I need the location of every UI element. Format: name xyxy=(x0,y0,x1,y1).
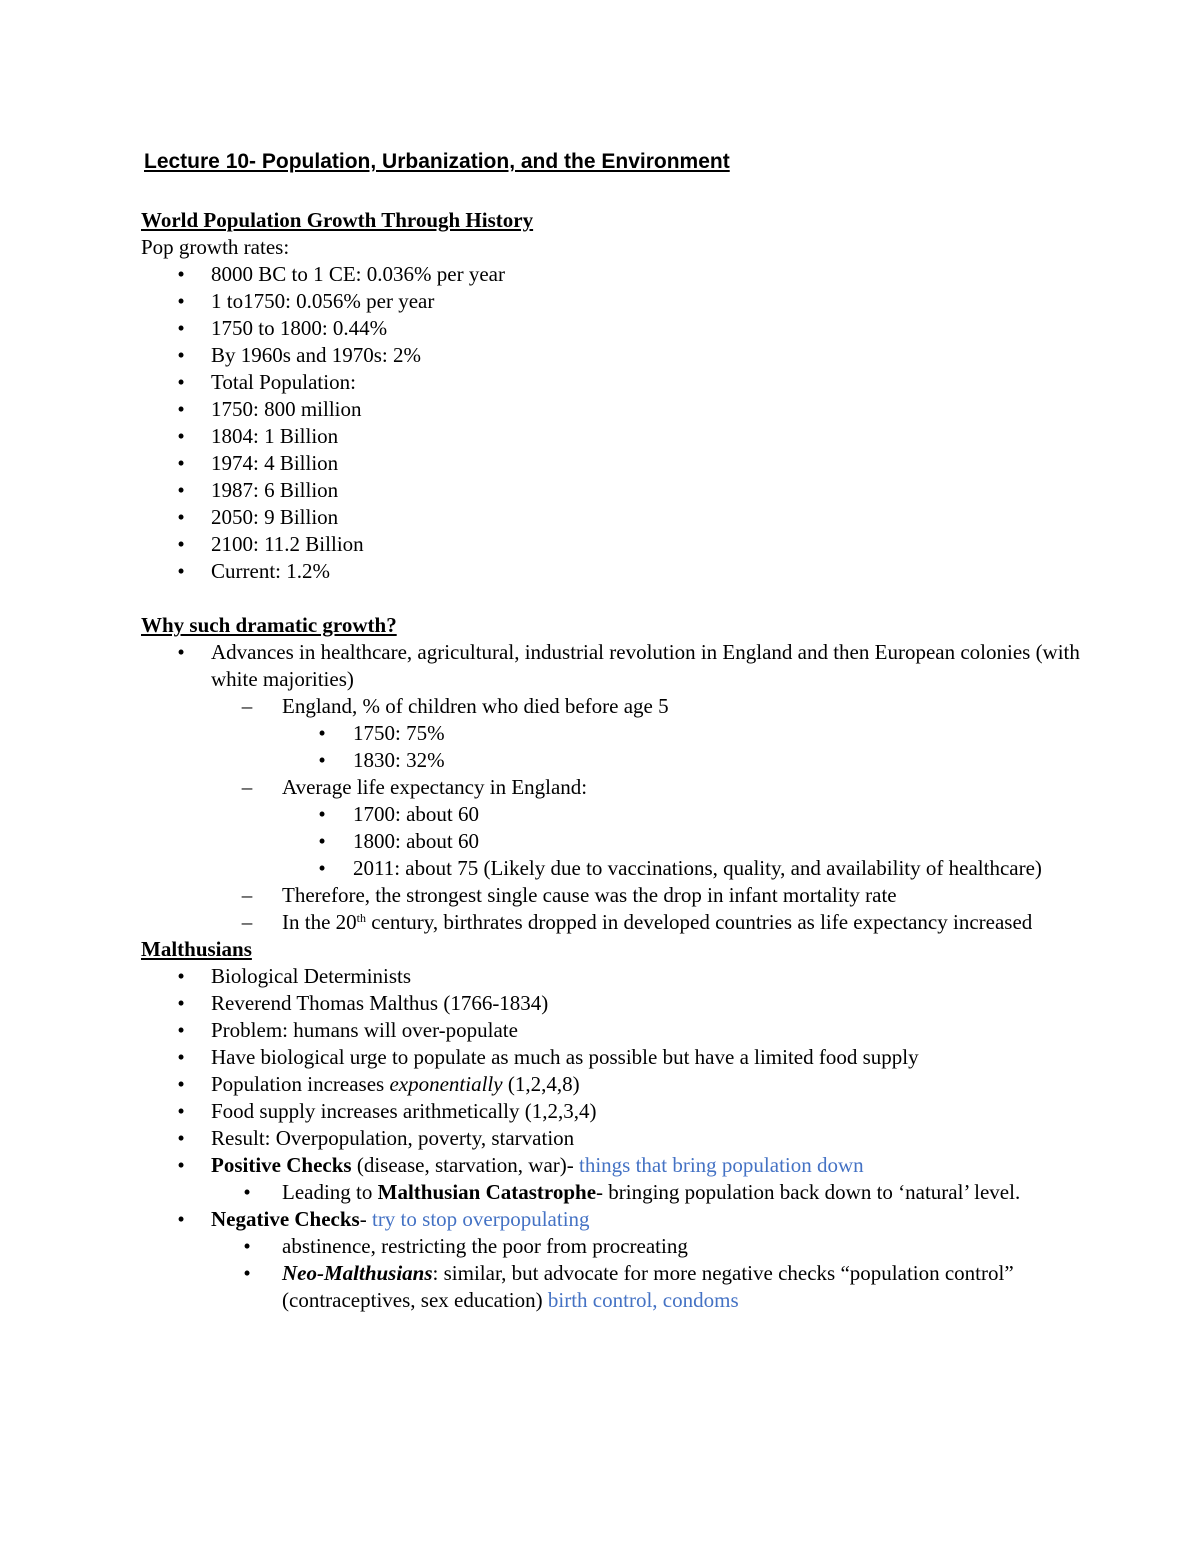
list-item: • Problem: humans will over-populate xyxy=(141,1017,1081,1044)
list-item: • Negative Checks- try to stop overpopulating xyxy=(141,1206,1081,1233)
bullet-marker: • xyxy=(177,559,185,583)
bullet-marker: • xyxy=(177,370,185,394)
dash-marker: – xyxy=(241,910,253,934)
bullet-marker: • xyxy=(177,640,185,664)
bullet-marker: • xyxy=(177,289,185,313)
bullet-marker: • xyxy=(177,478,185,502)
list-item: • 1804: 1 Billion xyxy=(141,423,1081,450)
document-page xyxy=(141,143,1081,1314)
bullet-marker: • xyxy=(177,1207,185,1231)
bullet-marker: • xyxy=(318,829,326,853)
bullet-marker: • xyxy=(177,262,185,286)
bullet-marker: • xyxy=(177,1072,185,1096)
dash-marker: – xyxy=(241,775,253,799)
malthusians-list xyxy=(141,963,1081,1314)
list-item: – In the 20th century, birthrates dropped in developed countries as life expectancy increased xyxy=(141,909,1081,936)
bullet-marker: • xyxy=(177,1153,185,1177)
dash-marker: – xyxy=(241,883,253,907)
list-item: • 1800: about 60 xyxy=(141,828,1081,855)
list-item: • 1750: 75% xyxy=(141,720,1081,747)
bullet-marker: • xyxy=(243,1234,251,1258)
list-item: • Population increases exponentially (1,2,4,8) xyxy=(141,1071,1081,1098)
bullet-marker: • xyxy=(177,451,185,475)
bullet-marker: • xyxy=(177,424,185,448)
annotation-note: try to stop overpopulating xyxy=(371,1207,590,1231)
list-item: • Result: Overpopulation, poverty, starvation xyxy=(141,1125,1081,1152)
bullet-marker: • xyxy=(177,1045,185,1069)
dash-marker: – xyxy=(241,694,253,718)
bullet-marker: • xyxy=(243,1261,251,1285)
list-item: • 2100: 11.2 Billion xyxy=(141,531,1081,558)
list-item: • Neo-Malthusians: similar, but advocate for more negative checks “population control” (contraceptives, sex education) birth control, condoms xyxy=(141,1260,1081,1314)
list-item: • Total Population: xyxy=(141,369,1081,396)
bullet-marker: • xyxy=(177,991,185,1015)
list-item: • 1987: 6 Billion xyxy=(141,477,1081,504)
list-item: – England, % of children who died before age 5 xyxy=(141,693,1081,720)
bullet-marker: • xyxy=(177,1126,185,1150)
list-item: – Average life expectancy in England: xyxy=(141,774,1081,801)
bullet-marker: • xyxy=(177,397,185,421)
list-item: – Therefore, the strongest single cause was the drop in infant mortality rate xyxy=(141,882,1081,909)
list-item: • 1974: 4 Billion xyxy=(141,450,1081,477)
section-heading-dramatic-growth: Why such dramatic growth? xyxy=(141,613,397,637)
list-item: • Food supply increases arithmetically (1,2,3,4) xyxy=(141,1098,1081,1125)
bullet-marker: • xyxy=(318,856,326,880)
list-item: • abstinence, restricting the poor from procreating xyxy=(141,1233,1081,1260)
bullet-marker: • xyxy=(177,1099,185,1123)
list-item: • Advances in healthcare, agricultural, industrial revolution in England and then European colonies (with white majorities) xyxy=(141,639,1081,693)
list-item: • 8000 BC to 1 CE: 0.036% per year xyxy=(141,261,1081,288)
bullet-marker: • xyxy=(318,721,326,745)
list-item: • 2011: about 75 (Likely due to vaccinations, quality, and availability of healthcare) xyxy=(141,855,1081,882)
list-item: • 2050: 9 Billion xyxy=(141,504,1081,531)
list-item: • Current: 1.2% xyxy=(141,558,1081,585)
bullet-marker: • xyxy=(177,532,185,556)
bullet-marker: • xyxy=(177,343,185,367)
bullet-marker: • xyxy=(318,748,326,772)
bullet-marker: • xyxy=(177,964,185,988)
lecture-title: Lecture 10- Population, Urbanization, and the Environment xyxy=(144,150,730,173)
population-list xyxy=(141,261,1081,585)
pop-growth-intro: Pop growth rates: xyxy=(141,235,290,259)
growth-list xyxy=(141,639,1081,936)
list-item: • Biological Determinists xyxy=(141,963,1081,990)
list-item: • Positive Checks (disease, starvation, war)- things that bring population down xyxy=(141,1152,1081,1179)
list-item: • Reverend Thomas Malthus (1766-1834) xyxy=(141,990,1081,1017)
list-item: • 1750: 800 million xyxy=(141,396,1081,423)
list-item: • 1 to1750: 0.056% per year xyxy=(141,288,1081,315)
list-item: • Have biological urge to populate as much as possible but have a limited food supply xyxy=(141,1044,1081,1071)
list-item: • 1700: about 60 xyxy=(141,801,1081,828)
list-item: • Leading to Malthusian Catastrophe- bringing population back down to ‘natural’ level. xyxy=(141,1179,1081,1206)
section-heading-population-growth: World Population Growth Through History xyxy=(141,208,534,232)
bullet-marker: • xyxy=(177,1018,185,1042)
annotation-note: birth control, condoms xyxy=(547,1288,739,1312)
list-item: • By 1960s and 1970s: 2% xyxy=(141,342,1081,369)
bullet-marker: • xyxy=(243,1180,251,1204)
list-item: • 1830: 32% xyxy=(141,747,1081,774)
bullet-marker: • xyxy=(177,316,185,340)
section-heading-malthusians: Malthusians xyxy=(141,937,252,961)
list-item: • 1750 to 1800: 0.44% xyxy=(141,315,1081,342)
bullet-marker: • xyxy=(177,505,185,529)
bullet-marker: • xyxy=(318,802,326,826)
annotation-note: things that bring population down xyxy=(579,1153,864,1177)
